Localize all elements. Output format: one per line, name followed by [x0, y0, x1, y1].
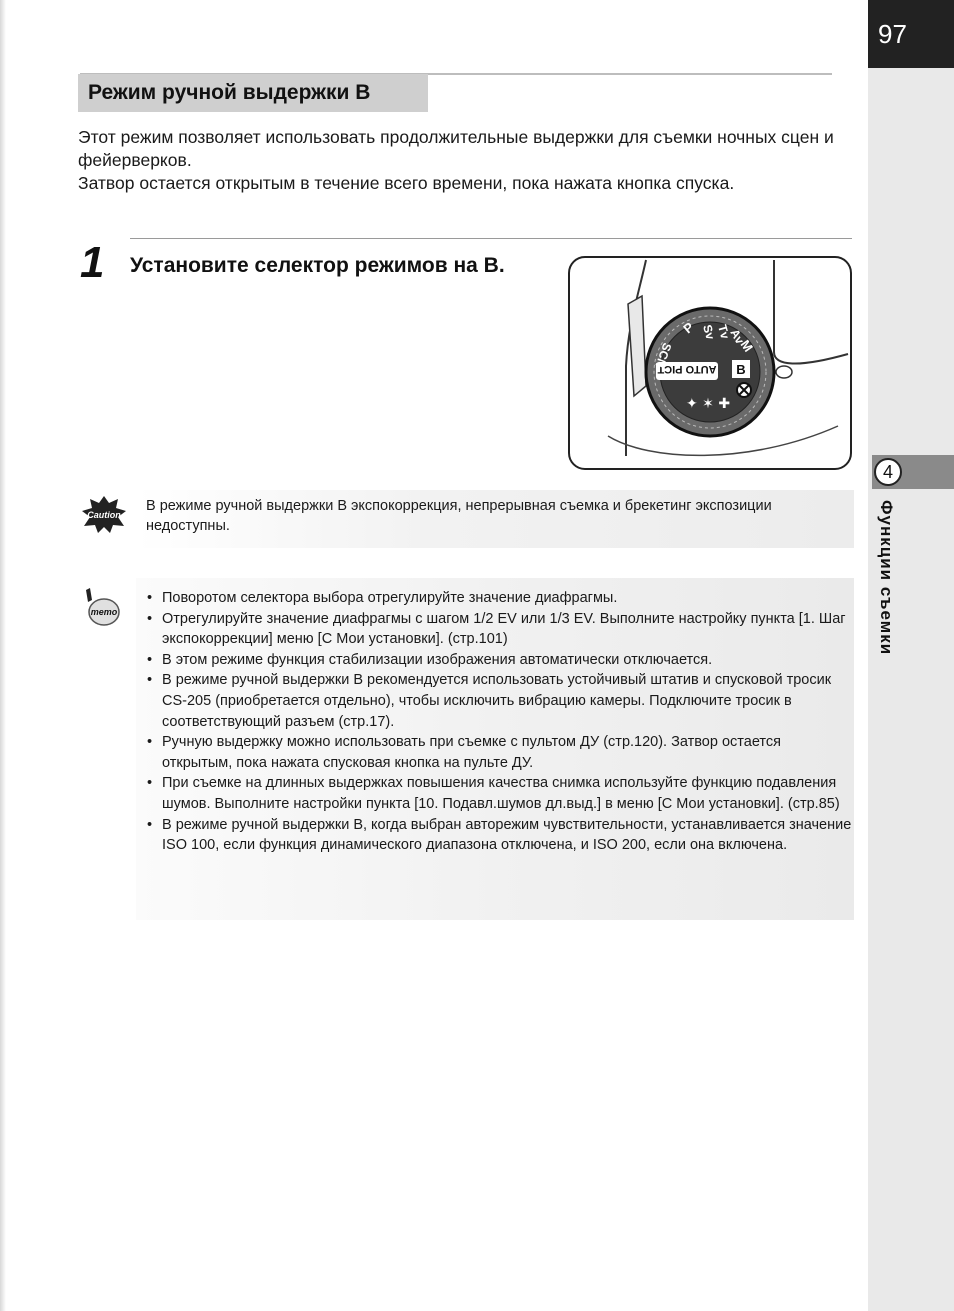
dial-label-sv: Sv: [700, 323, 718, 341]
caution-icon-label: Caution: [87, 510, 121, 520]
chapter-title-text: Функции съемки: [877, 500, 896, 656]
memo-icon-label: memo: [90, 607, 118, 617]
caution-icon: [80, 494, 128, 534]
memo-item: • Отрегулируйте значение диафрагмы с шагом 1/2 EV или 1/3 EV. Выполните настройку пункта [1. Шаг экспокоррекции] меню [C Мои установки]. (стр.101): [146, 609, 852, 650]
intro-paragraph: Затвор остается открытым в течение всего времени, пока нажата кнопка спуска.: [78, 173, 735, 193]
chapter-number: 4: [874, 458, 902, 486]
memo-item: • В режиме ручной выдержки B рекомендуется использовать устойчивый штатив и спусковой тросик CS-205 (приобретается отдельно), чтобы исключить вибрацию камеры. Подключите тросик в соответствующий разъем (стр.17).: [146, 670, 852, 732]
memo-icon: [80, 586, 122, 630]
memo-item: • При съемке на длинных выдержках повышения качества снимка используйте функцию подавления шумов. Выполните настройки пункта [10. Подавл.шумов дл.выд.] в меню [C Мои установки]. (стр.85): [146, 773, 852, 814]
intro-text: [78, 126, 858, 195]
binding-shadow: [0, 0, 6, 1311]
memo-list: [146, 588, 852, 856]
page-number: 97: [868, 0, 954, 68]
intro-paragraph: Этот режим позволяет использовать продолжительные выдержки для съемки ночных сцен и фейерверков.: [78, 127, 834, 170]
dial-label-m: M: [737, 337, 757, 355]
dial-label-auto-pict: AUTO PICT: [657, 363, 717, 375]
step-rule: [130, 238, 852, 239]
step-number: 1: [80, 238, 105, 287]
memo-item: • В этом режиме функция стабилизации изображения автоматически отключается.: [146, 650, 852, 671]
memo-item: • Ручную выдержку можно использовать при съемке с пультом ДУ (стр.120). Затвор остается открытым, пока нажата спусковая кнопка на пульте ДУ.: [146, 732, 852, 773]
dial-label-scn: SCN: [652, 340, 675, 370]
caution-text: В режиме ручной выдержки B экспокоррекция, непрерывная съемка и брекетинг экспозиции недоступны.: [146, 498, 772, 534]
memo-item: • В режиме ручной выдержки B, когда выбран авторежим чувствительности, устанавливается значение ISO 100, если функция динамического диапазона отключена, и ISO 200, если она включена.: [146, 815, 852, 856]
dial-label-av: Av: [727, 326, 747, 347]
svg-text:✦ ✶ ✚: ✦ ✶ ✚: [686, 396, 731, 412]
dial-label-b: B: [736, 362, 746, 377]
dial-label-p: P: [680, 319, 697, 337]
step-instruction: Установите селектор режимов на B.: [130, 254, 505, 277]
dial-label-tv: Tv: [715, 323, 733, 341]
memo-item: • Поворотом селектора выбора отрегулируйте значение диафрагмы.: [146, 588, 852, 609]
chapter-title: [876, 500, 916, 680]
section-heading: Режим ручной выдержки B: [78, 74, 428, 112]
mode-dial-illustration: [568, 256, 852, 470]
